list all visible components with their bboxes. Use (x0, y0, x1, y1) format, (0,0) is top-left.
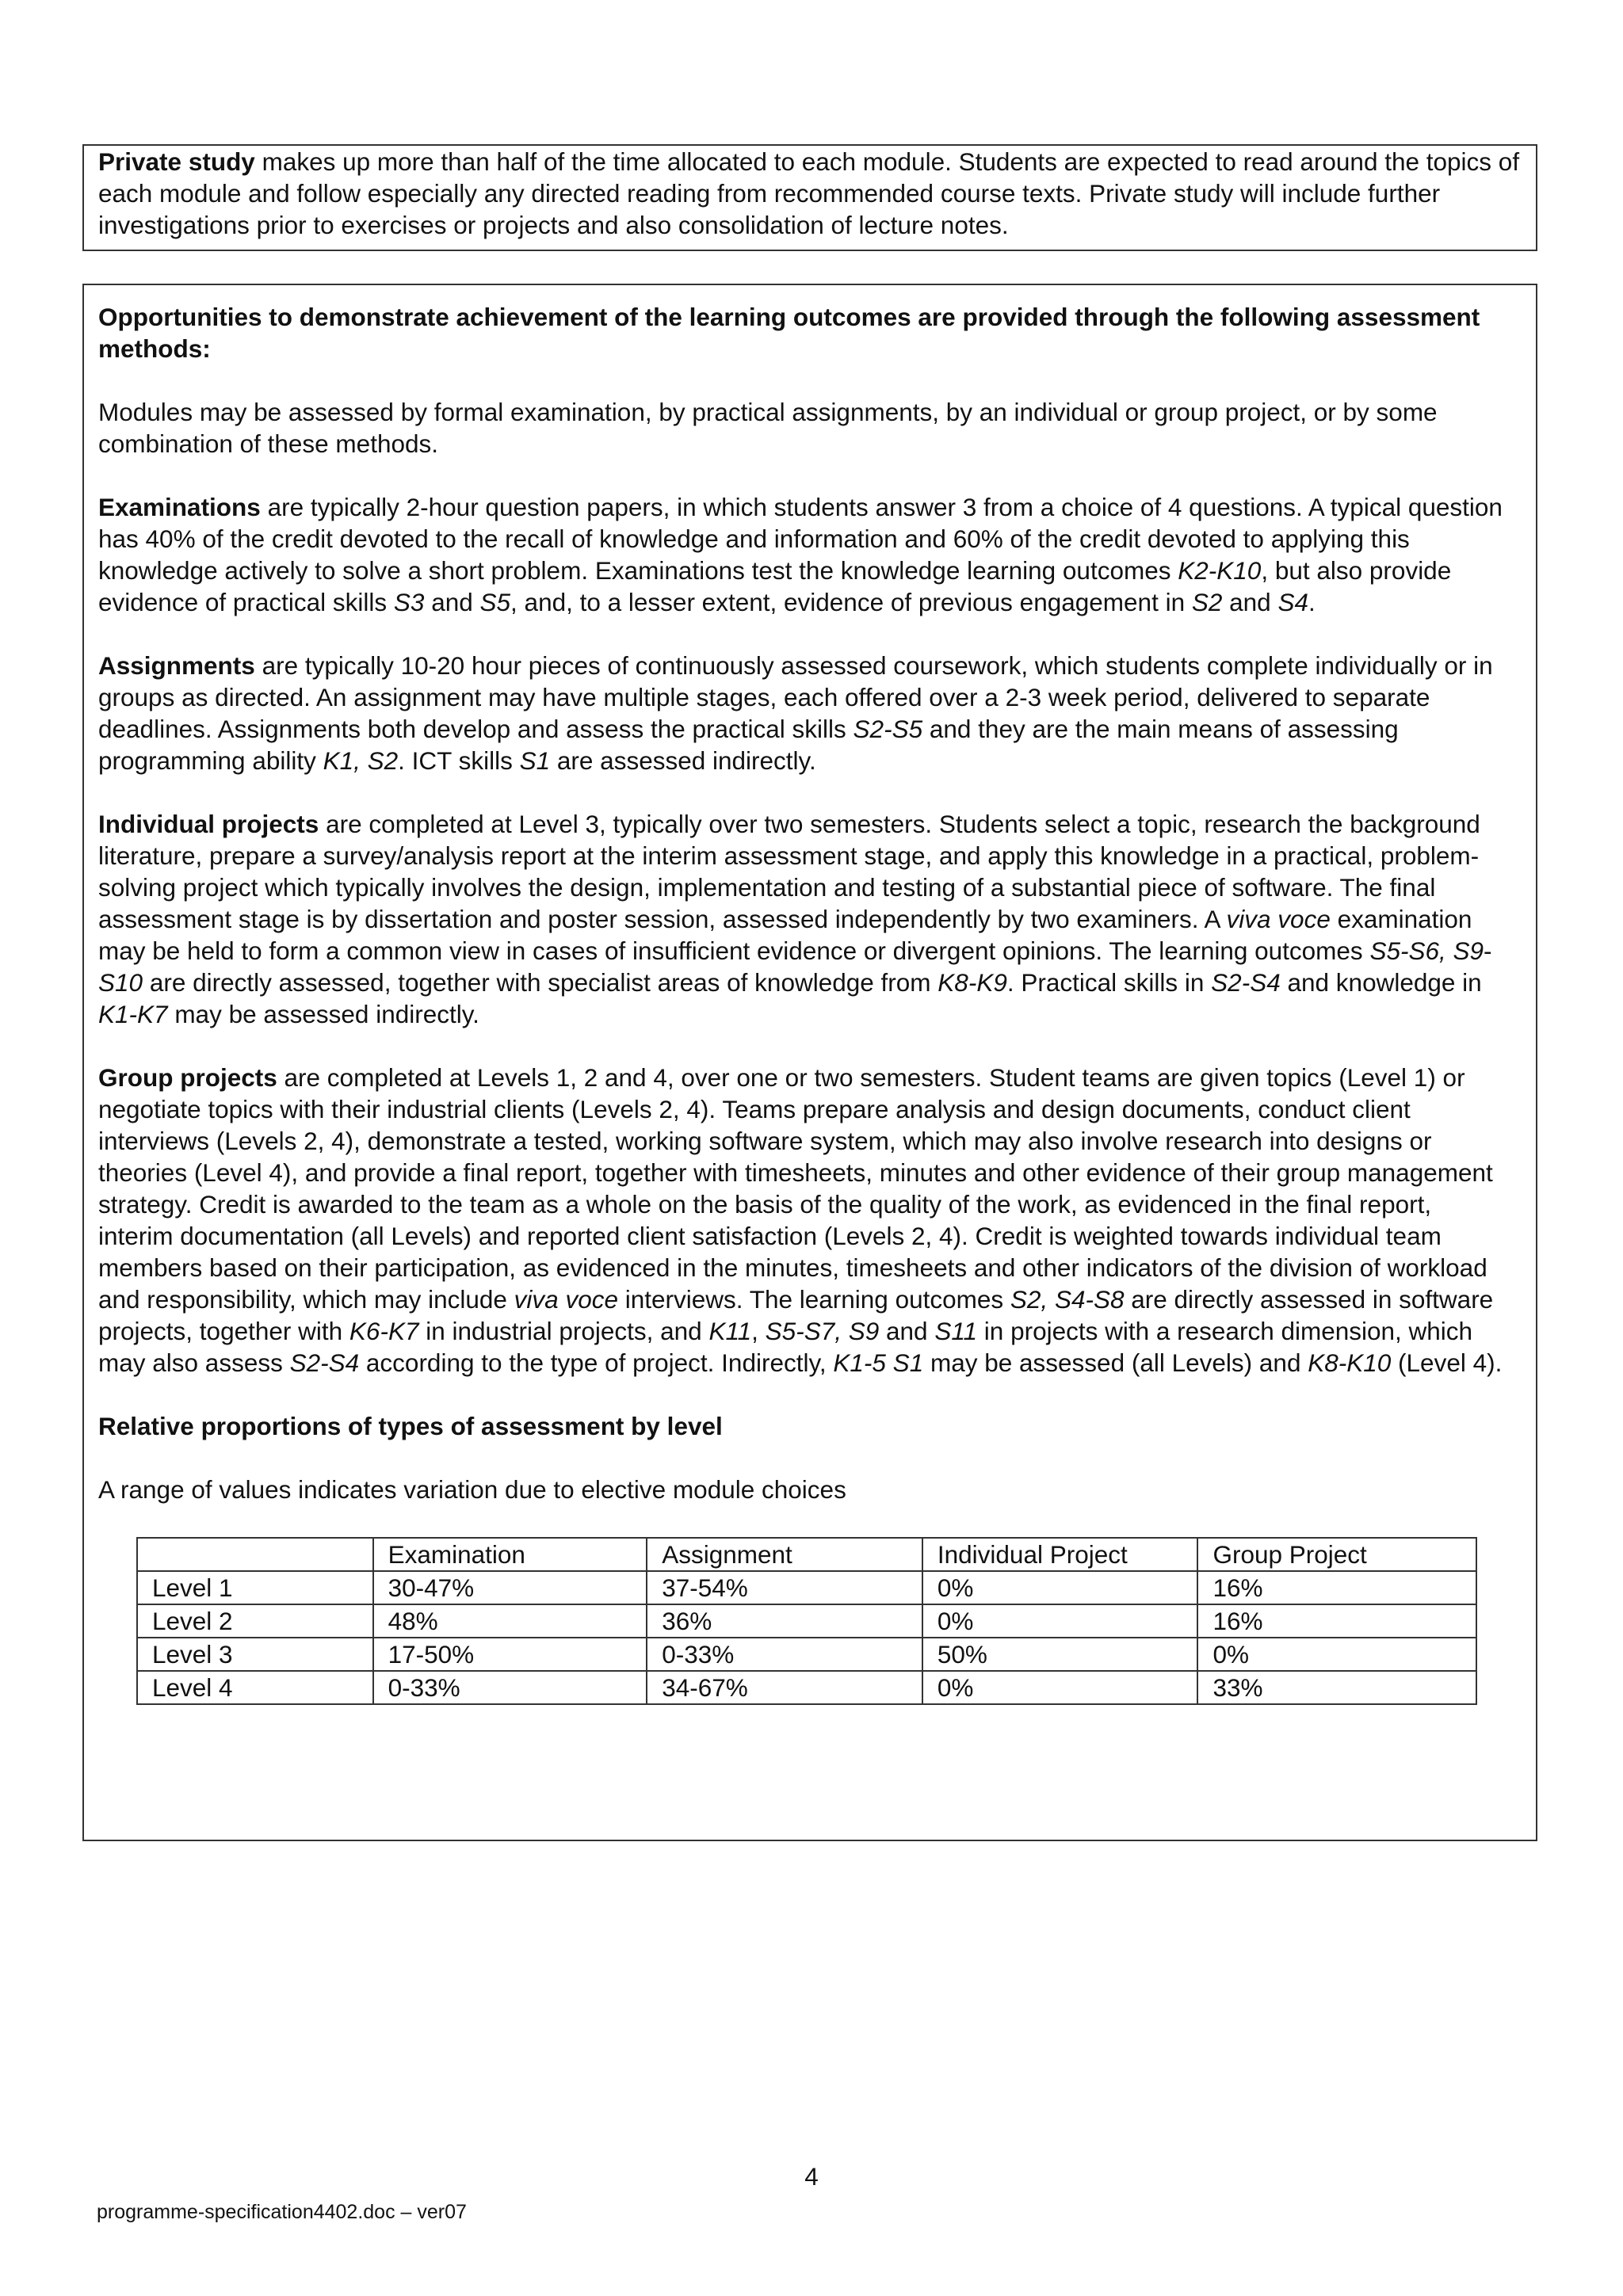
document-footer: programme-specification4402.doc – ver07 (97, 2201, 467, 2223)
examinations-paragraph: Examinations are typically 2-hour question papers, in which students answer 3 from a choice of 4 questions. A typical question has 40% of the credit devoted to the recall of knowledge and information and 60% of the credit devoted to applying this knowledge actively to solve a short problem. Examinations test the knowledge learning outcomes K2-K10, but also provide evidence of practical skills S3 and S5, and, to a lesser extent, evidence of previous engagement in S2 and S4. (98, 493, 1503, 616)
proportions-table (136, 1537, 1477, 1705)
table-cell: 34-67% (647, 1671, 922, 1704)
table-row (137, 1638, 1476, 1671)
assessment-box (82, 284, 1537, 1841)
table-header-cell (137, 1538, 373, 1571)
table-cell: Level 3 (137, 1638, 373, 1671)
table-cell: 0% (922, 1571, 1198, 1604)
individual-projects-paragraph: Individual projects are completed at Level 3, typically over two semesters. Students select a topic, research the background literature, prepare a survey/analysis report at the interim assessment stage, and apply this knowledge in a practical, problem-solving project which typically involves the design, implementation and testing of a substantial piece of software. The final assessment stage is by dissertation and poster session, assessed independently by two examiners. A viva voce examination may be held to form a common view in cases of insufficient evidence or divergent opinions. The learning outcomes S5-S6, S9-S10 are directly assessed, together with specialist areas of knowledge from K8-K9. Practical skills in S2-S4 and knowledge in K1-K7 may be assessed indirectly. (98, 810, 1492, 1028)
table-cell: Level 1 (137, 1571, 373, 1604)
table-cell: Level 2 (137, 1604, 373, 1638)
table-header-cell: Group Project (1197, 1538, 1476, 1571)
proportions-table-wrap (136, 1537, 1512, 1705)
private-study-lead: Private study (98, 147, 255, 176)
table-cell: 0% (922, 1671, 1198, 1704)
table-cell: Level 4 (137, 1671, 373, 1704)
table-cell: 48% (373, 1604, 647, 1638)
table-header-cell: Assignment (647, 1538, 922, 1571)
table-cell: 37-54% (647, 1571, 922, 1604)
group-projects-paragraph: Group projects are completed at Levels 1, 2 and 4, over one or two semesters. Student teams are given topics (Level 1) or negotiate topics with their industrial clients (Levels 2, 4). Teams prepare analysis and design documents, conduct client interviews (Levels 2, 4), demonstrate a tested, working software system, which may also involve research into designs or theories (Level 4), and provide a final report, together with timesheets, minutes and other evidence of their group management strategy. Credit is awarded to the team as a whole on the basis of the quality of the work, as evidenced in the final report, interim documentation (all Levels) and reported client satisfaction (Levels 2, 4). Credit is weighted towards individual team members based on their participation, as evidenced in the minutes, timesheets and other indicators of the division of workload and responsibility, which may include viva voce interviews. The learning outcomes S2, S4-S8 are directly assessed in software projects, together with K6-K7 in industrial projects, and K11, S5-S7, S9 and S11 in projects with a research dimension, which may also assess S2-S4 according to the type of project. Indirectly, K1-5 S1 may be assessed (all Levels) and K8-K10 (Level 4). (98, 1063, 1503, 1377)
table-cell: 30-47% (373, 1571, 647, 1604)
page-number: 4 (804, 2162, 819, 2191)
table-cell: 17-50% (373, 1638, 647, 1671)
table-cell: 36% (647, 1604, 922, 1638)
private-study-box (82, 144, 1537, 251)
proportions-note: A range of values indicates variation due to elective module choices (98, 1475, 846, 1504)
table-row (137, 1604, 1476, 1638)
table-header-row (137, 1538, 1476, 1571)
table-header-cell: Examination (373, 1538, 647, 1571)
table-cell: 50% (922, 1638, 1198, 1671)
private-study-paragraph: Private study makes up more than half of the time allocated to each module. Students are expected to read around the topics of each module and follow especially any directed reading from recommended course texts. Private study will include further investigations prior to exercises or projects and also consolidation of lecture notes. (98, 147, 1520, 239)
table-cell: 0% (1197, 1638, 1476, 1671)
proportions-heading: Relative proportions of types of assessment by level (98, 1412, 723, 1440)
table-cell: 0-33% (647, 1638, 922, 1671)
assessment-heading: Opportunities to demonstrate achievement of the learning outcomes are provided through the following assessment methods: (98, 303, 1480, 363)
table-cell: 16% (1197, 1604, 1476, 1638)
table-cell: 33% (1197, 1671, 1476, 1704)
assignments-paragraph: Assignments are typically 10-20 hour pieces of continuously assessed coursework, which students complete individually or in groups as directed. An assignment may have multiple stages, each offered over a 2-3 week period, delivered to separate deadlines. Assignments both develop and assess the practical skills S2-S5 and they are the main means of assessing programming ability K1, S2. ICT skills S1 are assessed indirectly. (98, 651, 1493, 775)
table-row (137, 1671, 1476, 1704)
table-row (137, 1571, 1476, 1604)
table-cell: 0-33% (373, 1671, 647, 1704)
table-header-cell: Individual Project (922, 1538, 1198, 1571)
table-cell: 16% (1197, 1571, 1476, 1604)
table-cell: 0% (922, 1604, 1198, 1638)
assessment-intro: Modules may be assessed by formal examination, by practical assignments, by an individual or group project, or by some combination of these methods. (98, 398, 1438, 458)
